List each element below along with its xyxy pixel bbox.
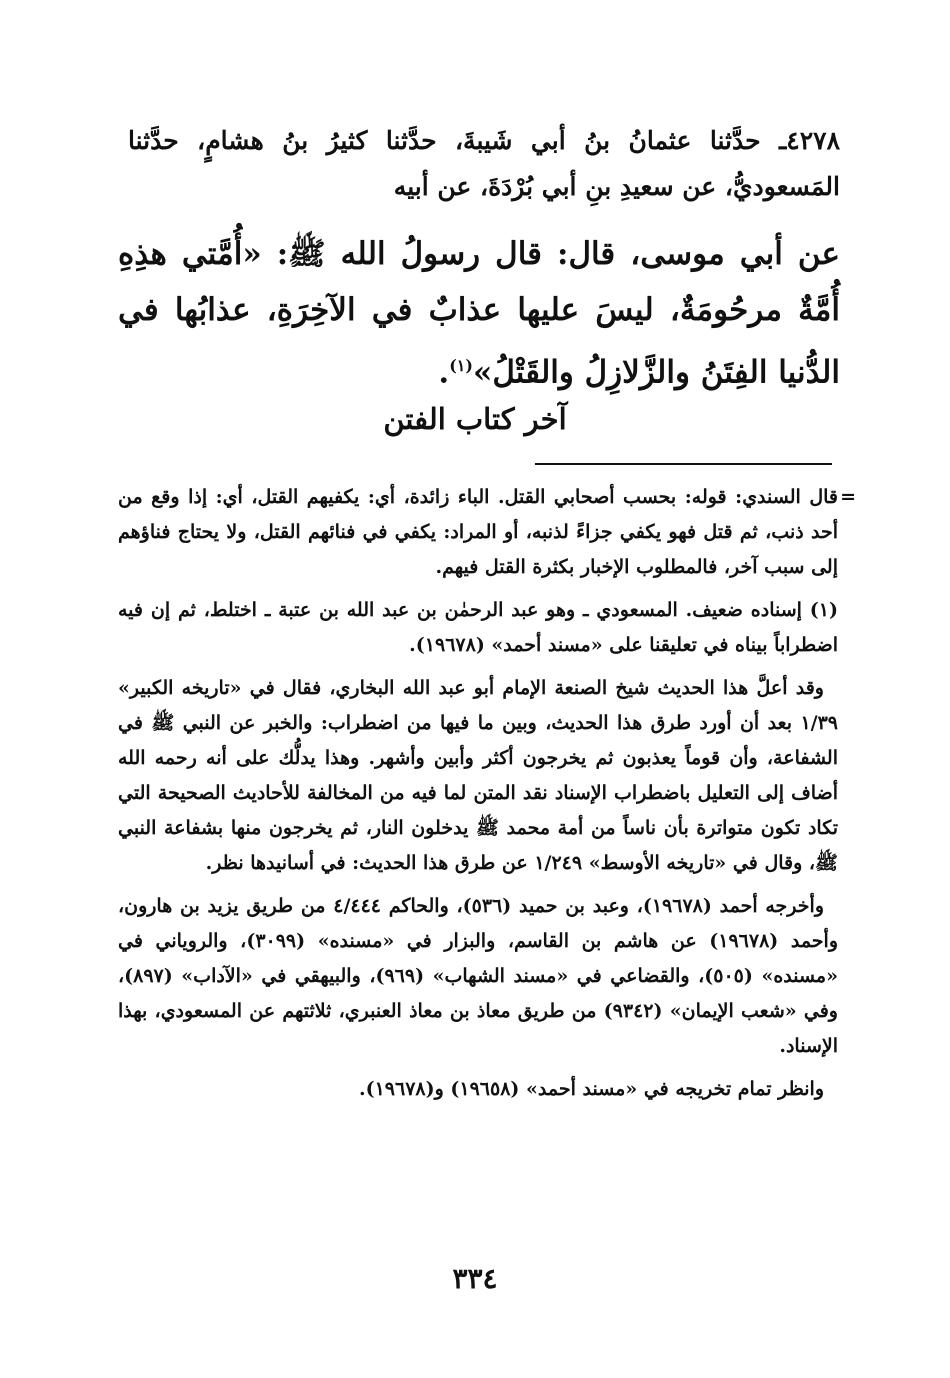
footnotes-section xyxy=(118,480,856,1115)
footnote-divider xyxy=(535,463,832,465)
continuation-mark: = xyxy=(840,486,856,508)
book-end-title: آخر كتاب الفتن xyxy=(383,402,567,436)
footnote-paragraph: وانظر تمام تخريجه في «مسند أحمد» (١٩٦٥٨) و(١٩٦٧٨). xyxy=(358,1078,824,1100)
end-punct: . xyxy=(438,354,450,391)
hadith-matn xyxy=(118,226,840,400)
hadith-isnad xyxy=(128,118,840,210)
footnote-paragraph: وأخرجه أحمد (١٩٦٧٨)، وعبد بن حميد (٥٣٦)، والحاكم ٤/٤٤٤ من طريق يزيد بن هارون، وأحمد (١٩٦٧٨) عن هاشم بن القاسم، والبزار في «مسنده» (٣٠٩٩)، والروياني في «مسنده» (٥٠٥)، والقضاعي في «مسند الشهاب» (٩٦٩)، والبيهقي في «الآداب» (٨٩٧)، وفي «شعب الإيمان» (٩٣٤٢) من طريق معاذ بن معاذ العنبري، ثلاثتهم عن المسعودي، بهذا الإسناد. xyxy=(118,895,839,1057)
footnote-paragraph: (١) إسناده ضعيف. المسعودي ـ وهو عبد الرحمٰن بن عبد الله بن عتبة ـ اختلط، ثم إن فيه اضطراباً بيناه في تعليقنا على «مسند أحمد» (١٩٦٧٨). xyxy=(118,599,838,656)
footnote-paragraph: وقد أعلَّ هذا الحديث شيخ الصنعة الإمام أبو عبد الله البخاري، فقال في «تاريخه الكبير» ١/٣٩ بعد أن أورد طرق هذا الحديث، وبين ما فيها من اضطراب: والخبر عن النبي ﷺ في الشفاعة، وأن قوماً يعذبون ثم يخرجون أكثر وأبين وأشهر. وهذا يدلُّك على أنه رحمه الله أضاف إلى التعليل باضطراب الإسناد نقد المتن لما فيه من المخالفة للأحاديث الصحيحة التي تكاد تكون متواترة بأن ناساً من أمة محمد ﷺ يدخلون النار، ثم يخرجون منها بشفاعة النبي ﷺ، وقال في «تاريخه الأوسط» ١/٢٤٩ عن طرق هذا الحديث: في أسانيدها نظر. xyxy=(118,677,838,874)
isnad-text: ٤٢٧٨ـ حدَّثنا عثمانُ بنُ أبي شَيبةَ، حدَّثنا كثيرُ بنُ هشامٍ، حدَّثنا المَسعوديُّ، عن سعيدِ بنِ أبي بُرْدَةَ، عن أبيه xyxy=(128,126,840,201)
footnote-paragraph: قال السندي: قوله: بحسب أصحابي القتل. الباء زائدة، أي: يكفيهم القتل، أي: إذا وقع من أحد ذنب، ثم قتل فهو يكفي جزاءً لذنبه، أو المراد: يكفي في فنائهم القتل، ولا يحتاج فناؤهم إلى سبب آخر، فالمطلوب الإخبار بكثرة القتل فيهم. xyxy=(118,486,838,578)
footnote-ref[interactable]: (١) xyxy=(449,356,473,375)
page-number: ٣٣٤ xyxy=(452,1262,498,1295)
matn-text: عن أبي موسى، قال: قال رسولُ الله ﷺ: «أُمَّتي هذِهِ أُمَّةٌ مرحُومَةٌ، ليسَ عليها عذابٌ في الآخِرَةِ، عذابُها في الدُّنيا الفِتَنُ والزَّلازِلُ والقَتْلُ» xyxy=(118,236,840,391)
